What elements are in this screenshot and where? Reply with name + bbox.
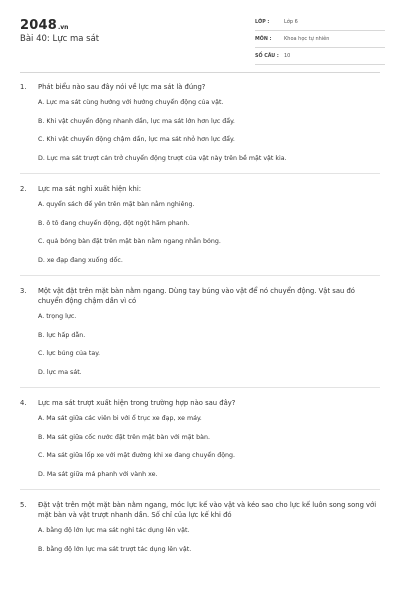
meta-value: Lớp 6 [284,19,298,25]
logo-tld: .vn [57,24,69,31]
option-d[interactable]: D. Lực ma sát trượt cản trở chuyển động trượt của vật này trên bề mặt vật kia. [38,154,287,162]
options [38,99,378,163]
question-text: Lực ma sát trượt xuất hiện trong trường hợp nào sau đây? [38,399,236,407]
question-2 [0,182,400,265]
meta-row-count [255,48,385,65]
header [0,0,400,70]
option-c[interactable]: C. Ma sát giữa lốp xe với mặt đường khi xe đang chuyển động. [38,452,236,459]
option-b[interactable]: B. lực hấp dẫn. [38,331,86,339]
meta-value: 10 [284,53,291,59]
site-logo[interactable] [20,14,68,33]
option-c[interactable]: C. quả bóng bàn đặt trên mặt bàn nằm ngang nhẵn bóng. [38,238,221,245]
option-c[interactable]: C. Khi vật chuyển động chậm dần, lực ma sát nhỏ hơn lực đẩy. [38,136,235,143]
meta-label: LỚP : [255,19,270,25]
option-a[interactable]: A. trọng lực. [38,313,77,320]
question-5 [0,498,400,554]
question-divider [20,173,380,174]
option-d[interactable]: D. xe đạp đang xuống dốc. [38,256,123,264]
header-divider [20,72,380,73]
meta-value: Khoa học tự nhiên [284,36,330,42]
question-text: Một vật đặt trên mặt bàn nằm ngang. Dùng tay búng vào vật để nó chuyển động. Vật sau đó chuyển động chậm dần vì có [38,287,355,305]
meta-label: MÔN : [255,36,272,42]
options [38,527,378,554]
question-number: 3. [20,287,27,295]
option-b[interactable]: B. bằng độ lớn lực ma sát trượt tác dụng lên vật. [38,545,192,553]
option-a[interactable]: A. Lực ma sát cùng hướng với hướng chuyển động của vật. [38,99,224,106]
question-divider [20,387,380,388]
question-text: Đặt vật trên một mặt bàn nằm ngang, móc lực kế vào vật và kéo sao cho lực kế luôn song song với mặt bàn và vật trượt nhanh dần. Số chỉ của lực kế khi đó [38,501,377,519]
question-number: 4. [20,399,27,407]
meta-row-class [255,14,385,31]
option-b[interactable]: B. Ma sát giữa cốc nước đặt trên mặt bàn với mặt bàn. [38,433,210,441]
meta-info [255,14,385,65]
option-b[interactable]: B. Khi vật chuyển động nhanh dần, lực ma sát lớn hơn lực đẩy. [38,117,235,125]
question-list [0,80,400,564]
question-divider [20,489,380,490]
question-text: Lực ma sát nghỉ xuất hiện khi: [38,185,142,193]
option-b[interactable]: B. ô tô đang chuyển động, đột ngột hãm phanh. [38,219,190,227]
question-number: 1. [20,83,27,91]
question-1 [0,80,400,163]
question-number: 2. [20,185,27,193]
logo-text: 2048 [20,18,57,33]
options [38,313,378,377]
question-4 [0,396,400,479]
option-d[interactable]: D. lực ma sát. [38,368,82,376]
question-3 [0,284,400,377]
question-divider [20,275,380,276]
options [38,415,378,479]
meta-row-subject [255,31,385,48]
option-d[interactable]: D. Ma sát giữa má phanh với vành xe. [38,470,158,478]
question-number: 5. [20,501,27,509]
option-a[interactable]: A. quyển sách để yên trên mặt bàn nằm nghiêng. [38,201,195,208]
options [38,201,378,265]
option-c[interactable]: C. lực búng của tay. [38,350,101,357]
option-a[interactable]: A. bằng độ lớn lực ma sát nghỉ tác dụng lên vật. [38,527,190,534]
lesson-title: Bài 40: Lực ma sát [20,34,100,44]
question-text: Phát biểu nào sau đây nói về lực ma sát là đúng? [38,83,206,91]
meta-label: SỐ CÂU : [255,53,279,59]
option-a[interactable]: A. Ma sát giữa các viên bi với ổ trục xe đạp, xe máy. [38,415,202,422]
